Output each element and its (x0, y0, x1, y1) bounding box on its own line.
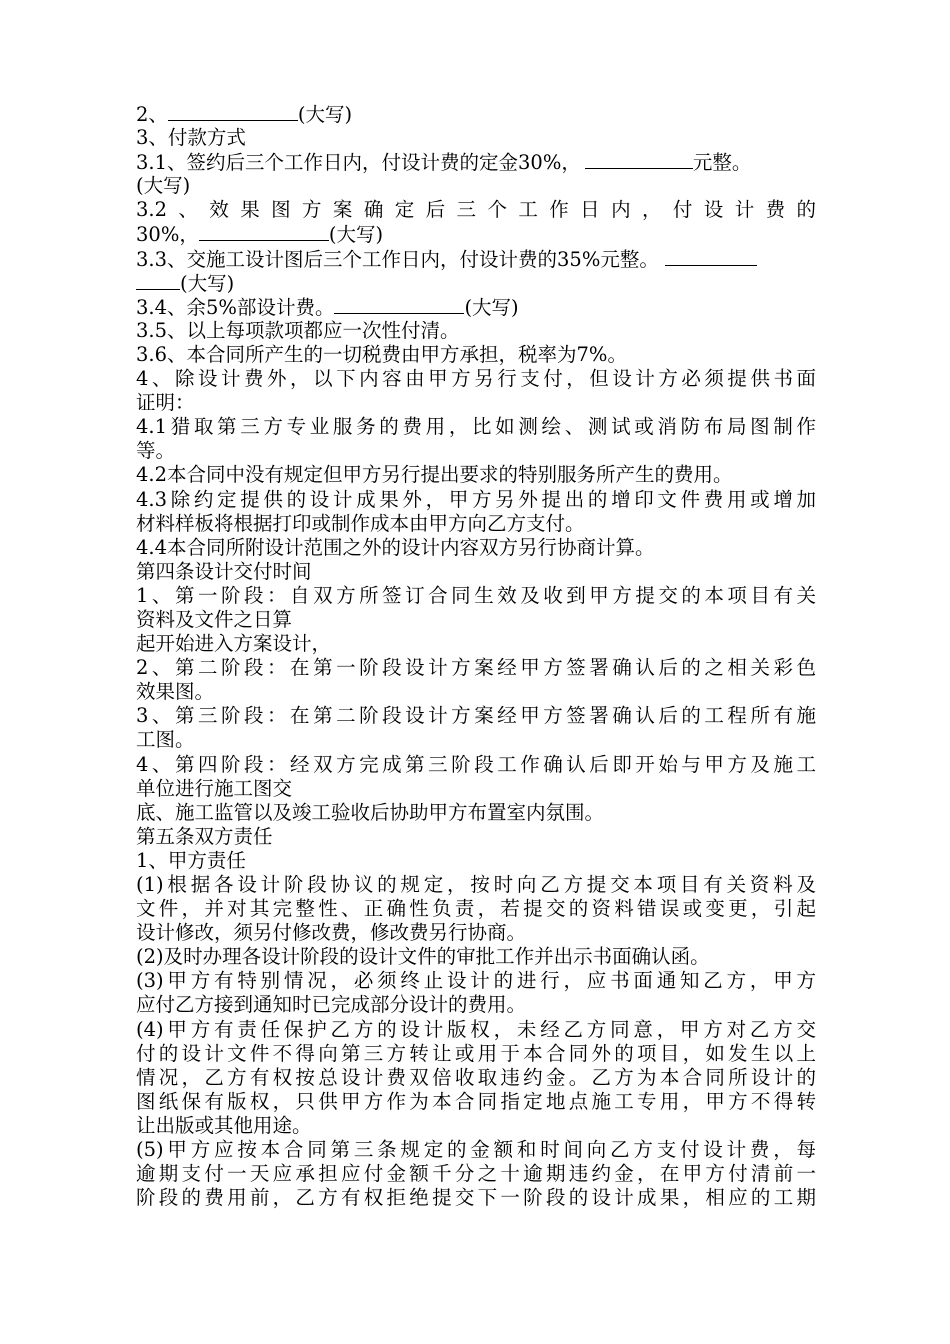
text-line: 3、付款方式 (136, 126, 246, 150)
text-line (136, 150, 816, 174)
text-segment: (大写) (328, 223, 384, 247)
fill-in-blank[interactable] (334, 295, 464, 314)
text-line: 资料及文件之日算 (136, 607, 293, 631)
text-line: 1、甲方责任 (136, 848, 246, 872)
document-page (136, 102, 816, 1210)
text-line: 设计修改，须另付修改费，修改费另行协商。 (136, 921, 527, 945)
text-line: 付的设计文件不得向第三方转让或用于本合同外的项目，如发生以上 (136, 1041, 816, 1065)
text-line: 4.2本合同中没有规定但甲方另行提出要求的特别服务所产生的费用。 (136, 463, 733, 487)
text-segment: (大写) (180, 271, 235, 295)
text-segment: 3.3、交施工设计图后三个工作日内，付设计费的35%元整。 (136, 247, 659, 271)
text-line: 底、施工监管以及竣工验收后协助甲方布置室内氛围。 (136, 800, 605, 824)
text-line: 4、除设计费外，以下内容由甲方另行支付，但设计方必须提供书面 (136, 367, 816, 391)
text-line: 让出版或其他用途。 (136, 1113, 312, 1137)
text-line: (1)根据各设计阶段协议的规定，按时向乙方提交本项目有关资料及 (136, 873, 816, 896)
section-heading: 第四条设计交付时间 (136, 559, 312, 583)
text-segment: 30%， (136, 223, 199, 247)
text-line: 图纸保有版权，只供甲方作为本合同指定地点施工专用，甲方不得转 (136, 1089, 816, 1113)
fill-in-blank[interactable] (199, 222, 329, 241)
text-line: 应付乙方接到通知时已完成部分设计的费用。 (136, 993, 527, 1017)
text-line: 证明： (136, 391, 195, 415)
text-line: 3.6、本合同所产生的一切税费由甲方承担，税率为7%。 (136, 342, 627, 366)
text-line: (2)及时办理各设计阶段的设计文件的审批工作并出示书面确认函。 (136, 945, 710, 969)
text-segment: 3.4、余5%部设计费。 (136, 295, 335, 319)
text-line: 效果图。 (136, 680, 215, 704)
fill-in-blank[interactable] (585, 150, 693, 169)
text-line: 文件，并对其完整性、正确性负责，若提交的资料错误或变更，引起 (136, 897, 816, 921)
text-segment: (大写) (297, 103, 353, 126)
text-line: 阶段的费用前，乙方有权拒绝提交下一阶段的设计成果，相应的工期 (136, 1186, 816, 1210)
text-line: 4.4本合同所附设计范围之外的设计内容双方另行协商计算。 (136, 535, 655, 559)
text-line: (5)甲方应按本合同第三条规定的金额和时间向乙方支付设计费，每 (136, 1138, 816, 1162)
text-line: 4.1猎取第三方专业服务的费用，比如测绘、测试或消防布局图制作 (136, 415, 816, 439)
text-segment: 2、 (136, 103, 168, 126)
text-segment: 元整。 (692, 151, 752, 175)
text-line (136, 247, 816, 271)
text-line: 3、第三阶段：在第二阶段设计方案经甲方签署确认后的工程所有施 (136, 704, 816, 728)
text-line: 情况，乙方有权按总设计费双倍收取违约金。乙方为本合同所设计的 (136, 1065, 816, 1089)
text-line: 4.3除约定提供的设计成果外，甲方另外提出的增印文件费用或增加 (136, 487, 816, 511)
text-line: 4、第四阶段：经双方完成第三阶段工作确认后即开始与甲方及施工 (136, 752, 816, 776)
text-line: (4)甲方有责任保护乙方的设计版权，未经乙方同意，甲方对乙方交 (136, 1017, 816, 1041)
fill-in-blank[interactable] (136, 271, 180, 290)
text-segment: 3.1、签约后三个工作日内，付设计费的定金30%， (136, 151, 581, 175)
text-line: (大写) (136, 174, 191, 198)
text-line: (3)甲方有特别情况，必须终止设计的进行，应书面通知乙方，甲方 (136, 969, 816, 993)
text-line: 3.2、效果图方案确定后三个工作日内，付设计费的 (136, 198, 816, 222)
text-line: 3.5、以上每项款项都应一次性付清。 (136, 318, 460, 342)
text-line: 2、第二阶段：在第一阶段设计方案经甲方签署确认后的之相关彩色 (136, 656, 816, 680)
text-line: 1、第一阶段：自双方所签订合同生效及收到甲方提交的本项目有关 (136, 583, 816, 607)
text-line: 单位进行施工图交 (136, 776, 293, 800)
section-heading: 第五条双方责任 (136, 824, 273, 848)
fill-in-blank[interactable] (168, 102, 298, 121)
text-line (136, 271, 816, 295)
text-line: 材料样板将根据打印或制作成本由甲方向乙方支付。 (136, 511, 585, 535)
text-line: 等。 (136, 439, 176, 463)
text-line: 逾期支付一天应承担应付金额千分之十逾期违约金，在甲方付清前一 (136, 1162, 816, 1186)
fill-in-blank[interactable] (665, 247, 757, 266)
text-segment: (大写) (464, 295, 519, 319)
text-line (136, 102, 816, 126)
text-line: 工图。 (136, 728, 195, 752)
text-line: 起开始进入方案设计， (136, 632, 332, 656)
text-line (136, 295, 816, 319)
text-line (136, 222, 816, 246)
